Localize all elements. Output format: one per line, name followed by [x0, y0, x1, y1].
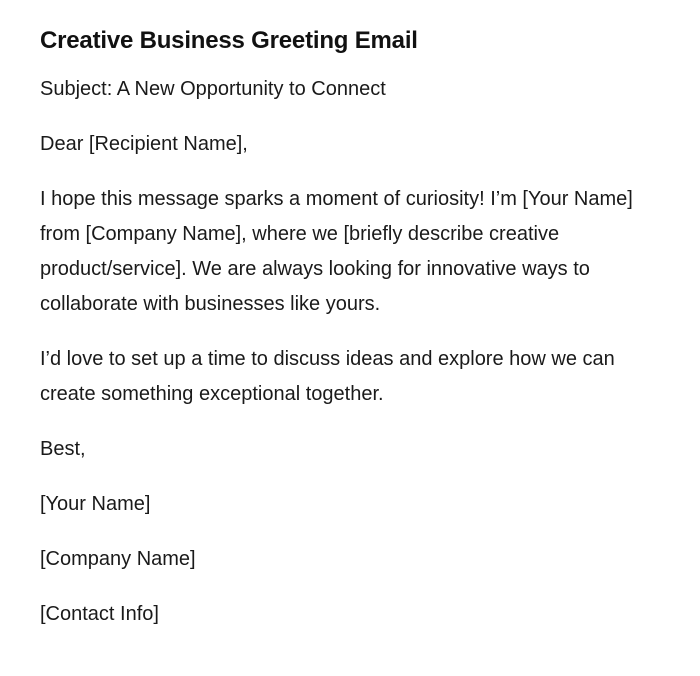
email-signoff: Best,	[40, 438, 86, 460]
signature-contact: [Contact Info]	[40, 603, 159, 625]
email-subject: Subject: A New Opportunity to Connect	[40, 78, 386, 100]
page-title: Creative Business Greeting Email	[40, 27, 418, 54]
email-body-paragraph-request: I’d love to set up a time to discuss ideas and explore how we can create something exceptional together.	[40, 348, 615, 405]
signature-company: [Company Name]	[40, 548, 196, 570]
email-greeting: Dear [Recipient Name],	[40, 133, 248, 155]
email-body-paragraph-intro: I hope this message sparks a moment of curiosity! I’m [Your Name] from [Company Name], where we [briefly describe creative product/service]. We are always looking for innovative ways to collaborate with businesses like yours.	[40, 188, 633, 315]
signature-name: [Your Name]	[40, 493, 151, 515]
